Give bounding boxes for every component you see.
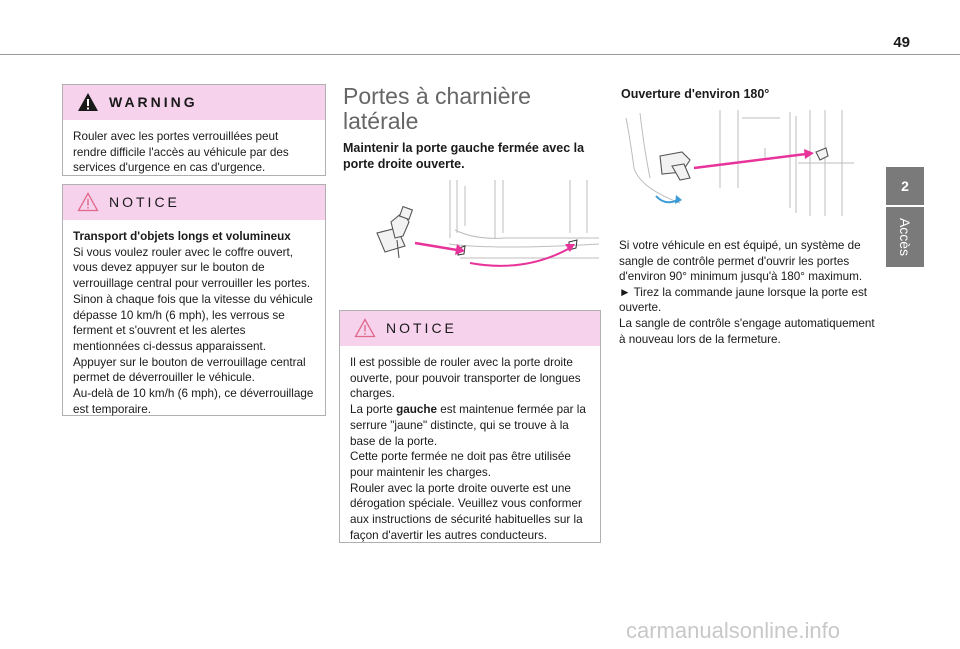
notice-header-middle [340,311,600,346]
notice-left-line-1: Si vous voulez rouler avec le coffre ouvert, vous devez appuyer sur le bouton de verrouillage central pour verrouiller les portes. Sinon à chaque fois que la vitesse du véhicule dépasse 10 km/h (6 mph), les verrous se ferment et s'ouvrent et les alertes mentionnées ci-dessus apparaissent. [73,245,313,353]
notice-left-heading: Transport d'objets longs et volumineux [73,230,291,243]
header-divider [0,54,960,55]
warning-box [62,84,326,176]
warning-text: Rouler avec les portes verrouillées peut rendre difficile l'accès au véhicule par des services d'urgence en cas d'urgence. [73,130,289,175]
section-title: Portes à charnière latérale [343,83,531,134]
notice-box-middle [339,310,601,543]
warning-icon [77,92,99,112]
warning-title: WARNING [109,94,198,110]
right-text [619,238,879,347]
right-text-line-2: ► Tirez la commande jaune lorsque la porte est ouverte. [619,285,868,315]
notice-box-left [62,184,326,416]
notice-left-line-2: Appuyer sur le bouton de verrouillage central permet de déverrouiller le véhicule. [73,355,306,385]
notice-header-left [63,185,325,220]
notice-title-left: NOTICE [109,194,180,210]
chapter-tab-label-text: Accès [897,217,913,257]
right-text-line-3: La sangle de contrôle s'engage automatiquement à nouveau lors de la fermeture. [619,316,875,346]
notice-middle-p2-after: est maintenue fermée par la serrure "jaune" distincte, qui se trouve à la base de la porte. [350,403,586,448]
right-heading: Ouverture d'environ 180° [621,87,770,101]
notice-middle-p2-before: La porte [350,403,397,417]
notice-icon [354,318,376,338]
door-lock-illustration [365,178,600,278]
watermark: carmanualsonline.info [626,618,841,643]
notice-middle-p1: Il est possible de rouler avec la porte droite ouverte, pour pouvoir transporter de longues charges. [350,356,581,401]
section-subtitle: Maintenir la porte gauche fermée avec la porte droite ouverte. [343,141,585,171]
check-strap-illustration [620,108,860,218]
warning-header [63,85,325,120]
notice-icon [77,192,99,212]
chapter-tab-label[interactable] [886,207,924,267]
notice-left-line-3: Au-delà de 10 km/h (6 mph), ce déverrouillage est temporaire. [73,387,314,416]
notice-middle-p4: Rouler avec la porte droite ouverte est une dérogation spéciale. Veuillez vous conformer aux instructions de sécurité habituelles sur la façon d'avertir les autres conducteurs. [350,481,583,542]
page-number: 49 [893,34,910,51]
notice-title-middle: NOTICE [386,320,457,336]
notice-middle-p2-bold: gauche [396,403,438,417]
notice-middle-p2 [350,402,590,449]
chapter-tab-number[interactable]: 2 [886,167,924,205]
right-text-line-1: Si votre véhicule en est équipé, un système de sangle de contrôle permet d'ouvrir les portes d'environ 90° minimum jusqu'à 180° maximum. [619,239,863,284]
notice-middle-p3: Cette porte fermée ne doit pas être utilisée pour maintenir les charges. [350,450,571,479]
